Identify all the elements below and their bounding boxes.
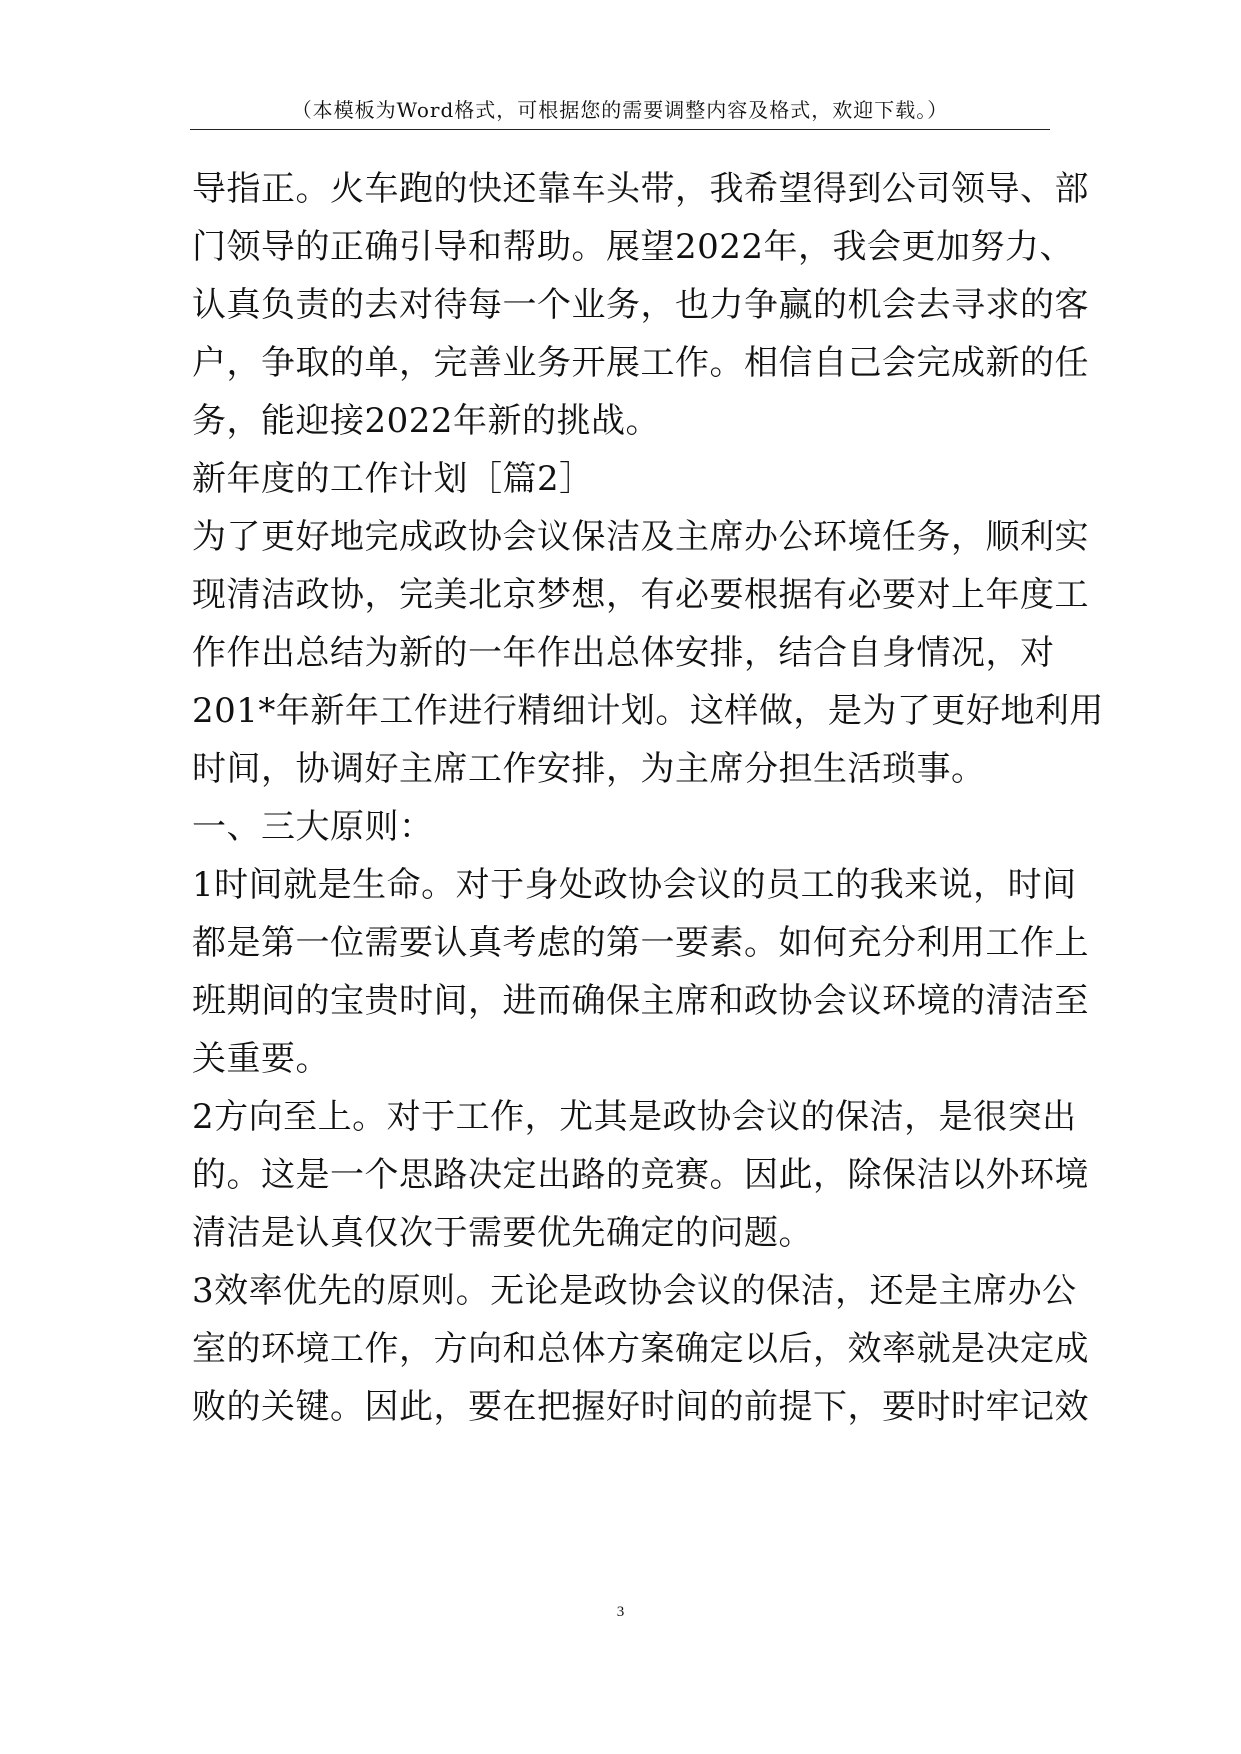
body-line: 认真负责的去对待每一个业务，也力争赢的机会去寻求的客 bbox=[192, 285, 1089, 325]
section-heading: 新年度的工作计划［篇2］ bbox=[192, 459, 594, 499]
body-line: 败的关键。因此，要在把握好时间的前提下，要时时牢记效 bbox=[192, 1387, 1089, 1427]
body-line: 务，能迎接2022年新的挑战。 bbox=[192, 401, 661, 441]
body-line: 时间，协调好主席工作安排，为主席分担生活琐事。 bbox=[192, 749, 986, 789]
body-line: 作作出总结为新的一年作出总体安排，结合自身情况，对 bbox=[192, 633, 1055, 673]
body-line: 1时间就是生命。对于身处政协会议的员工的我来说，时间 bbox=[192, 865, 1077, 905]
subsection-heading: 一、三大原则： bbox=[192, 807, 434, 847]
body-line: 室的环境工作，方向和总体方案确定以后，效率就是决定成 bbox=[192, 1329, 1089, 1369]
body-line: 201*年新年工作进行精细计划。这样做，是为了更好地利用 bbox=[192, 691, 1104, 731]
header-divider bbox=[190, 129, 1050, 130]
page-header: （本模板为Word格式，可根据您的需要调整内容及格式，欢迎下载。） bbox=[291, 98, 949, 122]
body-line: 为了更好地完成政协会议保洁及主席办公环境任务，顺利实 bbox=[192, 517, 1089, 557]
body-line: 户，争取的单，完善业务开展工作。相信自己会完成新的任 bbox=[192, 343, 1089, 383]
document-body bbox=[192, 160, 1104, 1436]
body-line: 门领导的正确引导和帮助。展望2022年，我会更加努力、 bbox=[192, 227, 1075, 267]
body-line: 导指正。火车跑的快还靠车头带，我希望得到公司领导、部 bbox=[192, 169, 1089, 209]
body-line: 清洁是认真仅次于需要优先确定的问题。 bbox=[192, 1213, 813, 1253]
body-line: 现清洁政协，完美北京梦想，有必要根据有必要对上年度工 bbox=[192, 575, 1089, 615]
body-line: 关重要。 bbox=[192, 1039, 330, 1079]
body-line: 班期间的宝贵时间，进而确保主席和政协会议环境的清洁至 bbox=[192, 981, 1089, 1021]
body-line: 3效率优先的原则。无论是政协会议的保洁，还是主席办公 bbox=[192, 1271, 1077, 1311]
page-number: 3 bbox=[616, 1604, 625, 1620]
body-line: 2方向至上。对于工作，尤其是政协会议的保洁，是很突出 bbox=[192, 1097, 1077, 1137]
body-line: 的。这是一个思路决定出路的竞赛。因此，除保洁以外环境 bbox=[192, 1155, 1089, 1195]
body-line: 都是第一位需要认真考虑的第一要素。如何充分利用工作上 bbox=[192, 923, 1089, 963]
